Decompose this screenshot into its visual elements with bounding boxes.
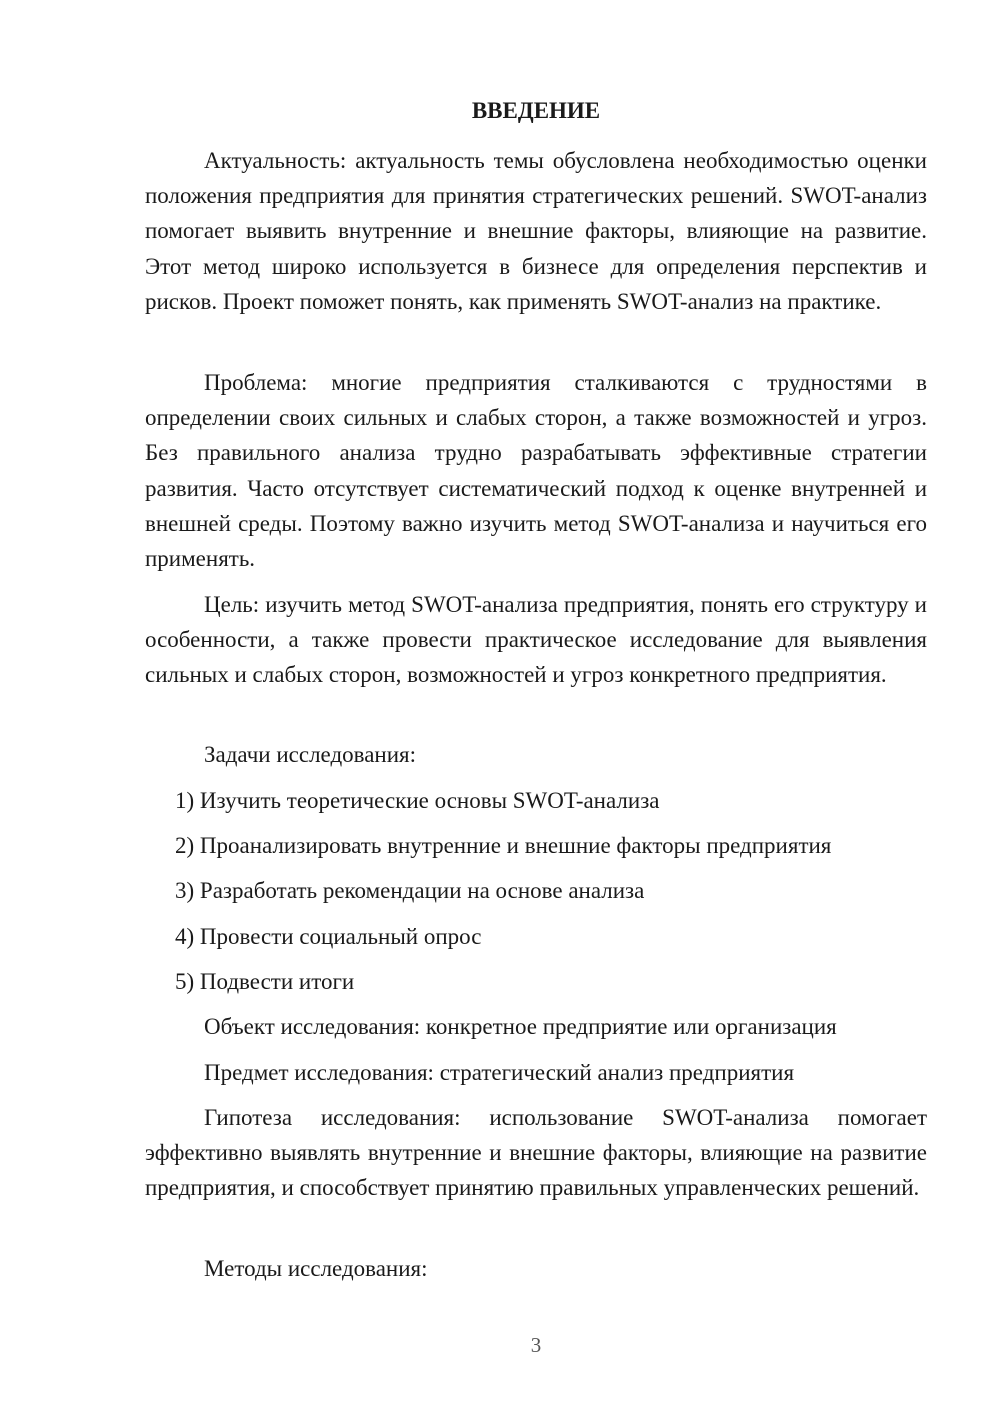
- research-subject: Предмет исследования: стратегический анализ предприятия: [204, 1060, 795, 1085]
- list-item: 1) Изучить теоретические основы SWOT-анализа: [175, 788, 660, 813]
- page-number: 3: [530, 1333, 542, 1357]
- methods-label: Методы исследования:: [204, 1256, 428, 1281]
- list-item: 4) Провести социальный опрос: [175, 924, 482, 949]
- paragraph-problem: Проблема: многие предприятия сталкиваются с трудностями в определении своих сильных и слабых сторон, а также возможностей и угроз. Без правильного анализа трудно разрабатывать эффективные стратегии развития. Часто отсутствует систематический подход к оценке внутренней и внешней среды. Поэтому важно изучить метод SWOT-анализа и научиться его применять.: [145, 370, 927, 572]
- research-object: Объект исследования: конкретное предприятие или организация: [204, 1014, 837, 1039]
- list-item: 5) Подвести итоги: [175, 969, 355, 994]
- list-item: 2) Проанализировать внутренние и внешние факторы предприятия: [175, 833, 832, 858]
- page-title: ВВЕДЕНИЕ: [471, 98, 601, 123]
- paragraph-goal: Цель: изучить метод SWOT-анализа предприятия, понять его структуру и особенности, а также провести практическое исследование для выявления сильных и слабых сторон, возможностей и угроз конкретного предприятия.: [145, 592, 927, 688]
- tasks-label: Задачи исследования:: [204, 742, 417, 767]
- list-item: 3) Разработать рекомендации на основе анализа: [175, 878, 645, 903]
- paragraph-hypothesis: Гипотеза исследования: использование SWOT-анализа помогает эффективно выявлять внутренние и внешние факторы, влияющие на развитие предприятия, и способствует принятию правильных управленческих решений.: [145, 1105, 927, 1201]
- paragraph-relevance: Актуальность: актуальность темы обусловлена необходимостью оценки положения предприятия для принятия стратегических решений. SWOT-анализ помогает выявить внутренние и внешние факторы, влияющие на развитие. Этот метод широко используется в бизнесе для определения перспектив и рисков. Проект поможет понять, как применять SWOT-анализ на практике.: [145, 148, 927, 314]
